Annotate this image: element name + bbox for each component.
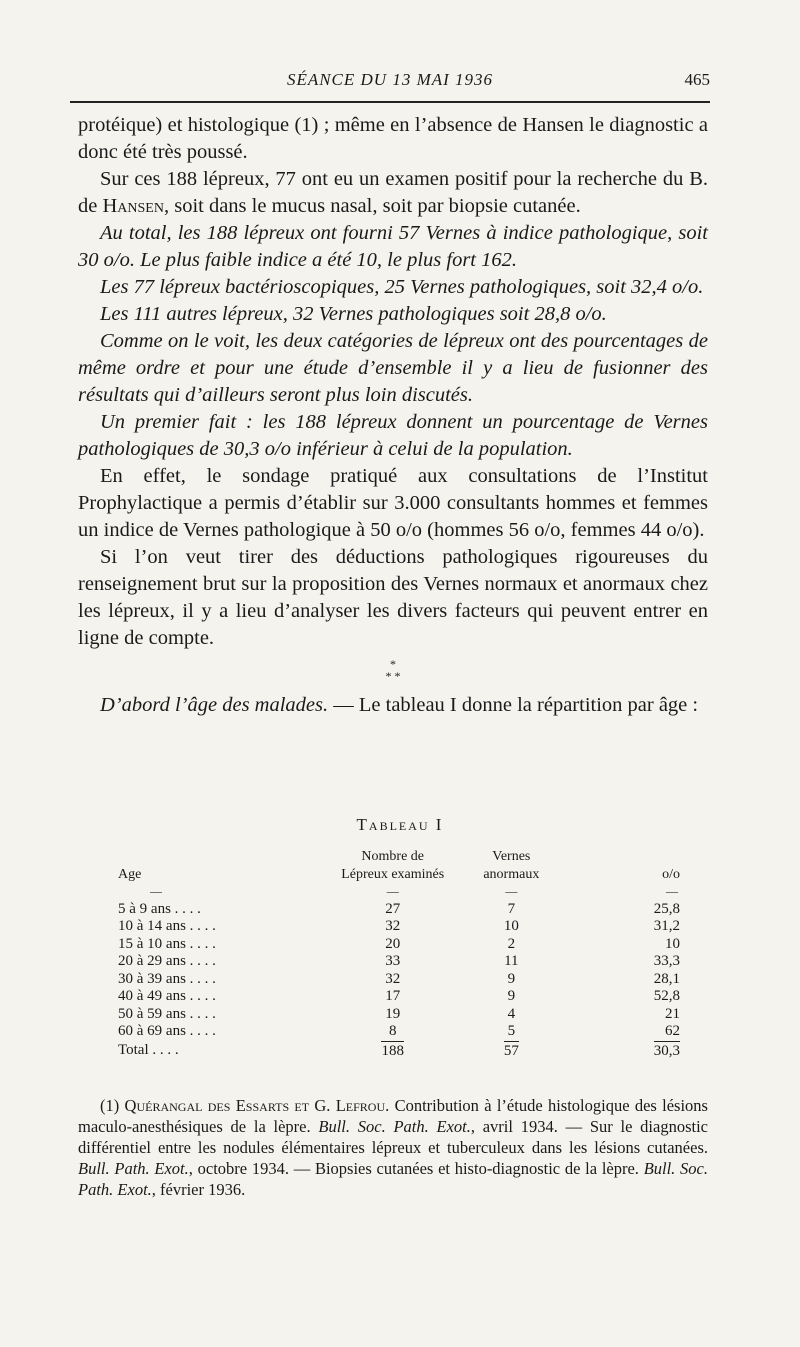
body-text — [78, 112, 708, 719]
paragraph-1: protéique) et histologique (1) ; même en l’absence de Hansen le diagnostic a donc été très poussé. — [78, 114, 708, 163]
cell-age — [100, 1006, 327, 1024]
age-range: 5 à 9 ans — [118, 900, 171, 917]
footnote-journal-2: Bull. Path. Exot. — [78, 1159, 189, 1178]
cell-examined: 32 — [385, 918, 401, 934]
header-examined-line1: Nombre de — [361, 849, 425, 864]
paragraph-10-heading: D’abord l’âge des malades. — [100, 694, 329, 716]
running-title: SÉANCE DU 13 MAI 1936 — [286, 70, 494, 89]
cell-total-examined — [327, 1041, 459, 1061]
page-header — [70, 70, 710, 100]
footnote — [78, 1095, 708, 1200]
cell-examined: 20 — [385, 935, 401, 952]
header-percent: o/o — [662, 866, 680, 882]
header-age: Age — [118, 866, 142, 882]
footnote-text-1: Contribution à l’étude histologique des lésions maculo-anesthésiques de la lèpre. — [78, 1096, 708, 1136]
footnote-text-3: , octobre 1934. — Biopsies cutanées et histo-diagnostic de la lèpre. — [188, 1159, 644, 1178]
table-dash-row — [100, 883, 700, 901]
cell-age — [100, 953, 327, 971]
header-examined-line2: Lépreux examinés — [341, 866, 445, 882]
cell-percent: 10 — [665, 935, 680, 952]
cell-abnormal: 7 — [507, 900, 516, 917]
header-rule — [70, 101, 710, 103]
paragraph-7: Un premier fait : les 188 lépreux donnent un pourcentage de Vernes pathologiques de 30,3 o/o inférieur à celui de la population. — [78, 411, 708, 460]
table-row — [100, 901, 700, 919]
table-row — [100, 918, 700, 936]
leader-dots: . . . . — [189, 970, 216, 987]
total-percent: 30,3 — [653, 1042, 680, 1059]
cell-abnormal: 5 — [507, 1023, 516, 1039]
age-range: 30 à 39 ans — [118, 970, 186, 987]
dash-examined: — — [386, 884, 399, 898]
cell-percent: 33,3 — [653, 953, 680, 969]
leader-dots: . . . . — [189, 953, 216, 969]
paragraph-5: Les 111 autres lépreux, 32 Vernes pathologiques soit 28,8 o/o. — [100, 303, 607, 325]
table-row — [100, 971, 700, 989]
cell-percent: 25,8 — [653, 900, 680, 917]
table-header-row — [100, 848, 700, 883]
header-examined — [327, 848, 459, 883]
cell-age — [100, 988, 327, 1006]
paragraph-10 — [78, 692, 708, 719]
footnote-text-2: , avril 1934. — Sur le diagnostic différentiel entre les nodules élémentaires lépreux et tuberculeux dans les lésions cutanées. — [78, 1117, 708, 1157]
total-examined: 188 — [381, 1042, 404, 1059]
paragraph-8: En effet, le sondage pratiqué aux consultations de l’Institut Prophylactique a permis d’établir sur 3.000 consultants hommes et femmes un indice de Vernes pathologique à 50 o/o (hommes 56 o/o, femmes 44 o/o). — [78, 465, 708, 541]
leader-dots: . . . . — [189, 1023, 216, 1039]
cell-percent: 62 — [665, 1023, 680, 1039]
cell-examined: 32 — [385, 970, 401, 987]
cell-abnormal: 9 — [507, 970, 516, 987]
age-range: 10 à 14 ans — [118, 918, 186, 934]
paragraph-9: Si l’on veut tirer des déductions pathologiques rigoureuses du renseignement brut sur la proposition des Vernes normaux et anormaux chez les lépreux, il y a lieu d’analyser les divers facteurs qui peuvent entrer en ligne de compte. — [78, 546, 708, 649]
leader-dots: . . . . — [174, 900, 201, 917]
footnote-text — [78, 1095, 708, 1200]
cell-percent: 21 — [665, 1005, 680, 1022]
total-label: Total — [118, 1041, 149, 1058]
header-abnormal-line2: anormaux — [483, 866, 540, 882]
paragraph-2-b: , soit dans le mucus nasal, soit par biopsie cutanée. — [163, 195, 581, 217]
cell-examined: 8 — [388, 1023, 397, 1039]
header-abnormal — [459, 848, 564, 883]
cell-abnormal: 11 — [504, 953, 519, 969]
footnote-journal-1: Bull. Soc. Path. Exot. — [318, 1117, 471, 1136]
cell-total-abnormal — [459, 1041, 564, 1061]
cell-examined: 27 — [385, 900, 401, 917]
cell-abnormal: 4 — [507, 1005, 516, 1022]
age-range: 40 à 49 ans — [118, 988, 186, 1004]
leader-dots: . . . . — [152, 1041, 179, 1058]
age-range: 60 à 69 ans — [118, 1023, 186, 1039]
cell-age — [100, 971, 327, 989]
cell-age — [100, 1023, 327, 1041]
age-range: 15 à 10 ans — [118, 935, 186, 952]
leader-dots: . . . . — [189, 988, 216, 1004]
footnote-authors: Quérangal des Essarts et G. Lefrou. — [124, 1096, 390, 1115]
table-row — [100, 1023, 700, 1041]
footnote-journal-3: Bull. Soc. Path. Exot. — [78, 1159, 708, 1199]
paragraph-3: Au total, les 188 lépreux ont fourni 57 Vernes à indice pathologique, soit 30 o/o. Le plus faible indice a été 10, le plus fort 162. — [78, 222, 708, 271]
table-row — [100, 936, 700, 954]
page-number: 465 — [684, 70, 710, 89]
table-row — [100, 988, 700, 1006]
age-range: 50 à 59 ans — [118, 1005, 186, 1022]
cell-age — [100, 901, 327, 919]
paragraph-2 — [78, 166, 708, 220]
dash-abnormal: — — [505, 884, 518, 898]
section-separator — [78, 658, 708, 682]
separator-star-top: * — [390, 657, 396, 671]
cell-percent: 52,8 — [653, 988, 680, 1004]
hansen-name: Hansen — [102, 195, 164, 217]
header-abnormal-line1: Vernes — [492, 849, 531, 864]
cell-percent: 31,2 — [653, 918, 680, 934]
leader-dots: . . . . — [189, 935, 216, 952]
cell-examined: 33 — [385, 953, 401, 969]
cell-abnormal: 9 — [507, 988, 516, 1004]
age-table — [100, 848, 700, 1060]
table-title: Tableau I — [356, 815, 444, 834]
age-range: 20 à 29 ans — [118, 953, 186, 969]
table-total-row — [100, 1041, 700, 1061]
total-abnormal: 57 — [503, 1042, 519, 1059]
footnote-marker: (1) — [100, 1096, 125, 1115]
cell-total-percent — [564, 1041, 700, 1061]
cell-examined: 19 — [385, 1005, 401, 1022]
paragraph-6: Comme on le voit, les deux catégories de lépreux ont des pourcentages de même ordre et pour une étude d’ensemble il y a lieu de fusionner des résultats qui d’ailleurs seront plus loin discutés. — [78, 330, 708, 406]
cell-total-label — [100, 1041, 327, 1061]
paragraph-4: Les 77 lépreux bactérioscopiques, 25 Vernes pathologiques, soit 32,4 o/o. — [100, 276, 704, 298]
dash-age: — — [150, 884, 162, 898]
cell-age — [100, 936, 327, 954]
leader-dots: . . . . — [189, 918, 216, 934]
table-row — [100, 953, 700, 971]
leader-dots: . . . . — [189, 1005, 216, 1022]
cell-abnormal: 2 — [507, 935, 516, 952]
separator-star-bottom: * * — [385, 669, 401, 683]
table-row — [100, 1006, 700, 1024]
dash-percent: — — [666, 884, 678, 898]
cell-percent: 28,1 — [653, 970, 680, 987]
cell-abnormal: 10 — [503, 918, 519, 934]
cell-age — [100, 918, 327, 936]
cell-examined: 17 — [385, 988, 401, 1004]
paragraph-10-rest: — Le tableau I donne la répartition par âge : — [328, 694, 699, 716]
paragraph-2-a: Sur ces 188 lépreux, 77 ont eu un examen positif pour la recherche du B. de — [78, 168, 708, 217]
footnote-text-4: , février 1936. — [151, 1180, 246, 1199]
